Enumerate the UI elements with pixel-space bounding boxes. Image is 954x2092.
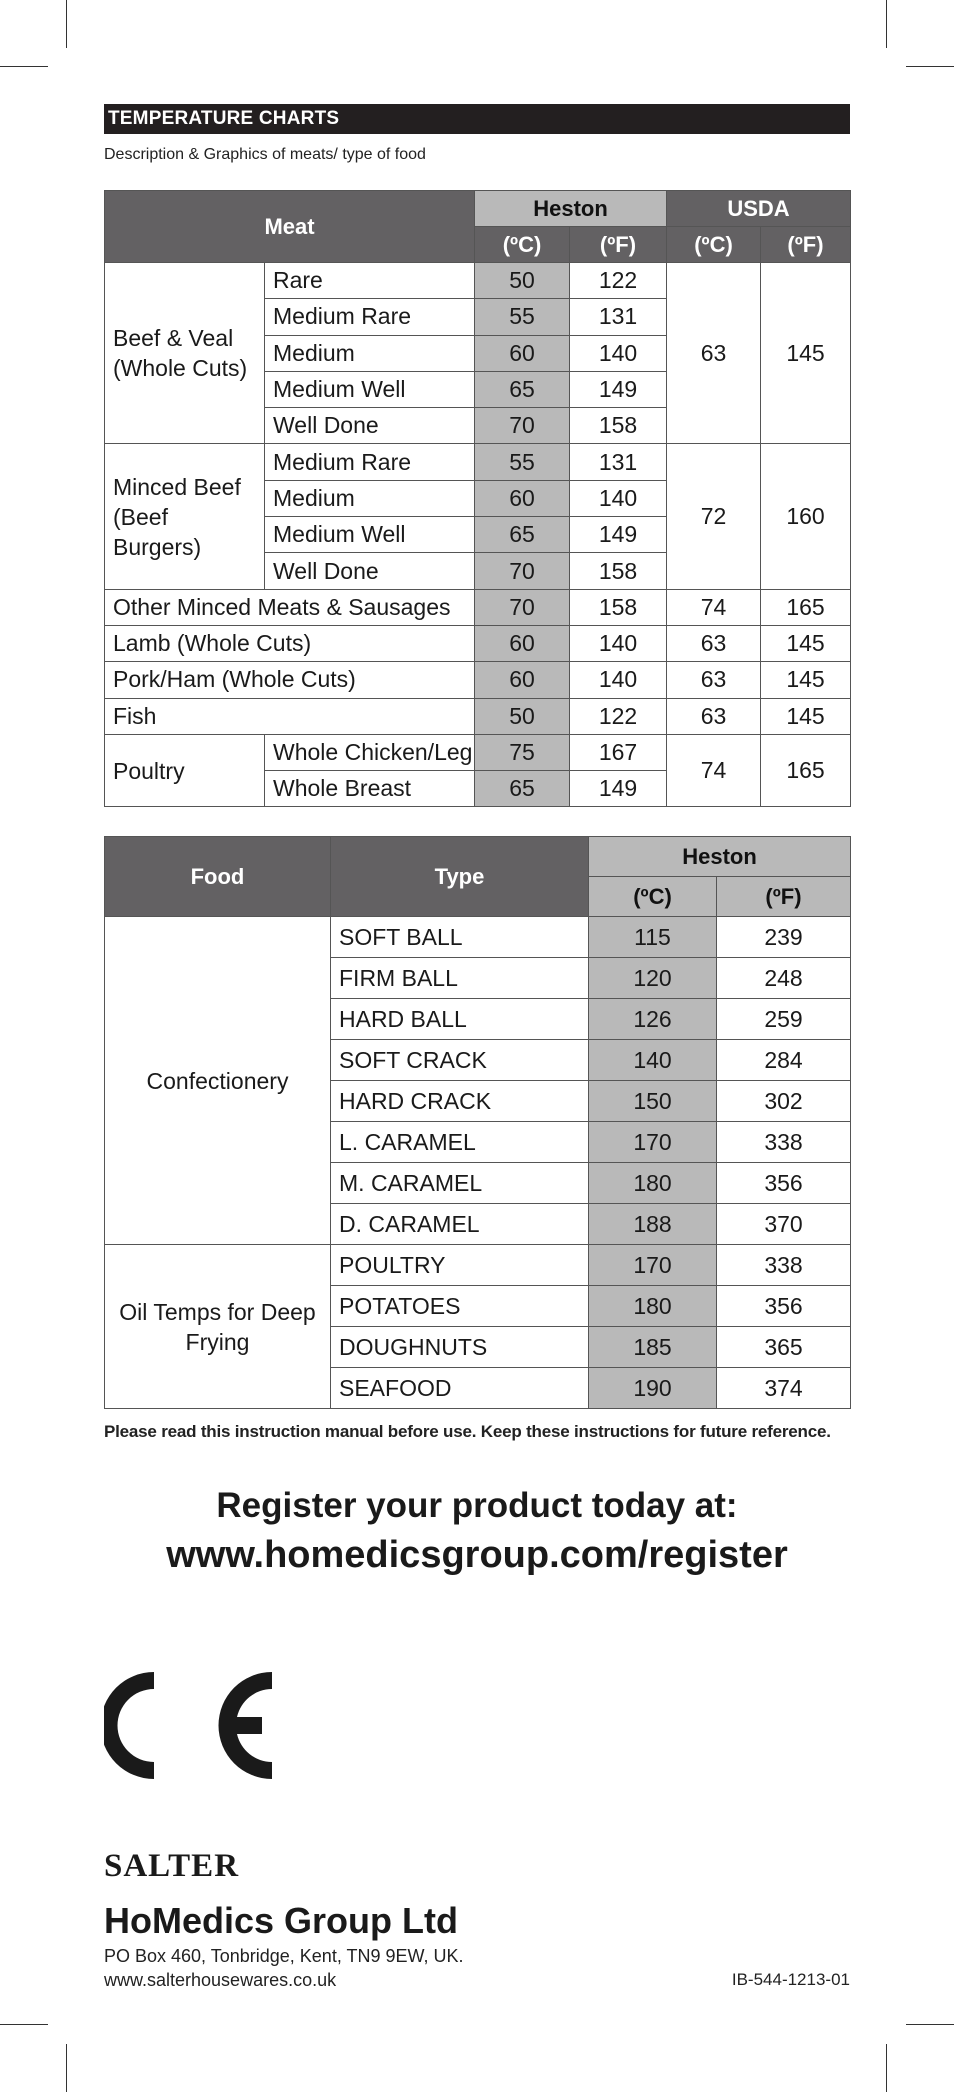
doneness-label: Medium Well — [265, 517, 475, 553]
heston-celsius: 60 — [475, 625, 570, 661]
heston-fahrenheit: 122 — [570, 698, 667, 734]
doneness-label: Medium — [265, 480, 475, 516]
section-subtitle: Description & Graphics of meats/ type of food — [104, 146, 426, 163]
usda-fahrenheit: 145 — [761, 625, 851, 661]
document-reference: IB-544-1213-01 — [731, 1970, 850, 1989]
heston-header: Heston — [475, 191, 667, 227]
heston-fahrenheit: 356 — [717, 1163, 851, 1204]
crop-mark — [886, 2044, 887, 2092]
meat-category: Beef & Veal (Whole Cuts) — [105, 263, 265, 444]
heston-celsius: 50 — [475, 698, 570, 734]
meat-category: Fish — [105, 698, 475, 734]
heston-fahrenheit: 158 — [570, 408, 667, 444]
heston-celsius: 115 — [589, 917, 717, 958]
food-type: HARD CRACK — [331, 1081, 589, 1122]
heston-celsius: 65 — [475, 371, 570, 407]
table-row — [105, 263, 851, 299]
usda-fahrenheit: 165 — [761, 589, 851, 625]
crop-mark — [0, 66, 48, 67]
usda-fahrenheit: 165 — [761, 734, 851, 807]
heston-celsius-header: (ºC) — [475, 227, 570, 263]
heston-fahrenheit: 149 — [570, 371, 667, 407]
usda-celsius: 74 — [667, 734, 761, 807]
heston-fahrenheit: 365 — [717, 1327, 851, 1368]
food-type: M. CARAMEL — [331, 1163, 589, 1204]
table-row — [105, 698, 851, 734]
heston-celsius: 70 — [475, 553, 570, 589]
usda-fahrenheit: 145 — [761, 263, 851, 444]
heston-fahrenheit: 131 — [570, 299, 667, 335]
heston-celsius: 170 — [589, 1122, 717, 1163]
heston-fahrenheit: 167 — [570, 734, 667, 770]
section-title: TEMPERATURE CHARTS — [104, 104, 850, 134]
ce-mark-icon — [104, 1668, 274, 1783]
food-type: SOFT CRACK — [331, 1040, 589, 1081]
food-header: Food — [105, 837, 331, 917]
heston-fahrenheit: 239 — [717, 917, 851, 958]
meat-header: Meat — [105, 191, 475, 263]
heston-celsius: 55 — [475, 299, 570, 335]
table-row — [105, 625, 851, 661]
usda-celsius: 63 — [667, 625, 761, 661]
heston-fahrenheit-header: (ºF) — [570, 227, 667, 263]
type-header: Type — [331, 837, 589, 917]
usda-celsius: 63 — [667, 662, 761, 698]
food-category: Oil Temps for Deep Frying — [105, 1245, 331, 1409]
read-manual-notice: Please read this instruction manual before use. Keep these instructions for future reference. — [104, 1422, 831, 1441]
food-temperature-table — [104, 836, 851, 1409]
heston-celsius: 50 — [475, 263, 570, 299]
heston-celsius: 75 — [475, 734, 570, 770]
usda-header: USDA — [667, 191, 851, 227]
heston-fahrenheit: 248 — [717, 958, 851, 999]
heston-fahrenheit: 338 — [717, 1245, 851, 1286]
usda-celsius-header: (ºC) — [667, 227, 761, 263]
heston-fahrenheit: 122 — [570, 263, 667, 299]
heston-celsius: 180 — [589, 1286, 717, 1327]
company-address: PO Box 460, Tonbridge, Kent, TN9 9EW, UK. — [104, 1946, 464, 1966]
table-row — [105, 444, 851, 480]
table-row — [105, 1245, 851, 1286]
food-type: SOFT BALL — [331, 917, 589, 958]
usda-fahrenheit: 145 — [761, 662, 851, 698]
heston-header: Heston — [589, 837, 851, 877]
heston-celsius: 70 — [475, 408, 570, 444]
usda-fahrenheit: 160 — [761, 444, 851, 589]
table-row — [105, 662, 851, 698]
heston-celsius: 60 — [475, 662, 570, 698]
doneness-label: Whole Chicken/Leg — [265, 734, 475, 770]
crop-mark — [0, 2024, 48, 2025]
heston-fahrenheit: 140 — [570, 662, 667, 698]
meat-category: Minced Beef (Beef Burgers) — [105, 444, 265, 589]
heston-fahrenheit: 149 — [570, 517, 667, 553]
usda-celsius: 74 — [667, 589, 761, 625]
heston-celsius: 170 — [589, 1245, 717, 1286]
meat-category: Pork/Ham (Whole Cuts) — [105, 662, 475, 698]
usda-celsius: 63 — [667, 698, 761, 734]
heston-celsius: 60 — [475, 480, 570, 516]
heston-celsius: 185 — [589, 1327, 717, 1368]
usda-fahrenheit-header: (ºF) — [761, 227, 851, 263]
doneness-label: Medium Rare — [265, 444, 475, 480]
food-category: Confectionery — [105, 917, 331, 1245]
food-type: POTATOES — [331, 1286, 589, 1327]
crop-mark — [66, 0, 67, 48]
doneness-label: Well Done — [265, 553, 475, 589]
crop-mark — [66, 2044, 67, 2092]
food-type: L. CARAMEL — [331, 1122, 589, 1163]
meat-temperature-table — [104, 190, 851, 807]
heston-celsius: 55 — [475, 444, 570, 480]
salter-logo: SALTER — [104, 1848, 240, 1884]
heston-fahrenheit-header: (ºF) — [717, 877, 851, 917]
heston-celsius: 126 — [589, 999, 717, 1040]
food-type: D. CARAMEL — [331, 1204, 589, 1245]
usda-fahrenheit: 145 — [761, 698, 851, 734]
register-heading: Register your product today at: — [216, 1486, 738, 1525]
food-type: FIRM BALL — [331, 958, 589, 999]
heston-fahrenheit: 158 — [570, 553, 667, 589]
doneness-label: Medium Rare — [265, 299, 475, 335]
doneness-label: Rare — [265, 263, 475, 299]
heston-celsius: 188 — [589, 1204, 717, 1245]
heston-celsius: 120 — [589, 958, 717, 999]
heston-fahrenheit: 302 — [717, 1081, 851, 1122]
heston-fahrenheit: 356 — [717, 1286, 851, 1327]
crop-mark — [886, 0, 887, 48]
heston-fahrenheit: 338 — [717, 1122, 851, 1163]
heston-celsius: 65 — [475, 771, 570, 807]
heston-celsius: 60 — [475, 335, 570, 371]
heston-fahrenheit: 149 — [570, 771, 667, 807]
table-row — [105, 589, 851, 625]
register-url[interactable]: www.homedicsgroup.com/register — [166, 1534, 788, 1576]
heston-celsius: 140 — [589, 1040, 717, 1081]
food-type: POULTRY — [331, 1245, 589, 1286]
heston-fahrenheit: 140 — [570, 335, 667, 371]
meat-category: Lamb (Whole Cuts) — [105, 625, 475, 661]
heston-fahrenheit: 370 — [717, 1204, 851, 1245]
crop-mark — [906, 66, 954, 67]
crop-mark — [906, 2024, 954, 2025]
heston-celsius: 70 — [475, 589, 570, 625]
meat-category: Other Minced Meats & Sausages — [105, 589, 475, 625]
heston-fahrenheit: 284 — [717, 1040, 851, 1081]
heston-celsius: 190 — [589, 1368, 717, 1409]
table-row — [105, 917, 851, 958]
doneness-label: Well Done — [265, 408, 475, 444]
doneness-label: Medium — [265, 335, 475, 371]
heston-fahrenheit: 140 — [570, 625, 667, 661]
food-type: SEAFOOD — [331, 1368, 589, 1409]
food-type: HARD BALL — [331, 999, 589, 1040]
heston-celsius: 180 — [589, 1163, 717, 1204]
heston-fahrenheit: 259 — [717, 999, 851, 1040]
doneness-label: Whole Breast — [265, 771, 475, 807]
heston-celsius-header: (ºC) — [589, 877, 717, 917]
heston-fahrenheit: 131 — [570, 444, 667, 480]
heston-fahrenheit: 140 — [570, 480, 667, 516]
usda-celsius: 72 — [667, 444, 761, 589]
heston-fahrenheit: 374 — [717, 1368, 851, 1409]
heston-fahrenheit: 158 — [570, 589, 667, 625]
heston-celsius: 65 — [475, 517, 570, 553]
heston-celsius: 150 — [589, 1081, 717, 1122]
company-website[interactable]: www.salterhousewares.co.uk — [104, 1970, 337, 1990]
company-name: HoMedics Group Ltd — [104, 1900, 458, 1941]
food-type: DOUGHNUTS — [331, 1327, 589, 1368]
usda-celsius: 63 — [667, 263, 761, 444]
meat-category: Poultry — [105, 734, 265, 807]
table-row — [105, 734, 851, 770]
doneness-label: Medium Well — [265, 371, 475, 407]
